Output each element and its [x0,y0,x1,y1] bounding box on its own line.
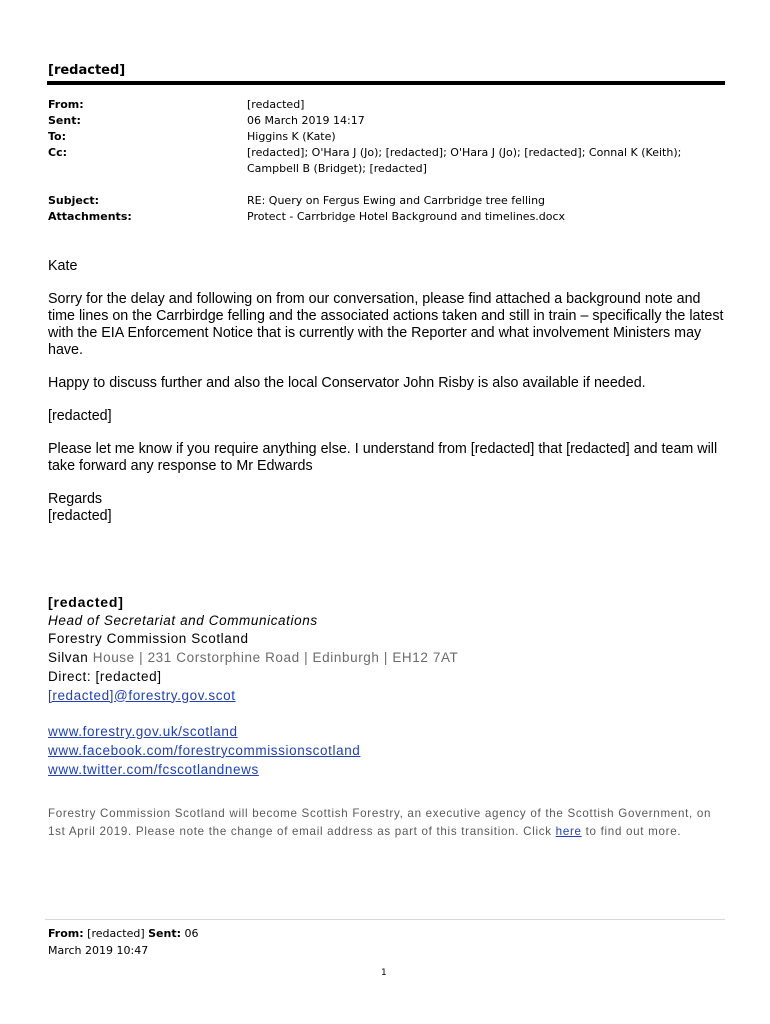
notice-text: Forestry Commission Scotland will become Scottish Forestry, an executive agency of the Scottish Government, on 1st April 2019. Please note the change of email address as part of this transition. Click [48,807,712,838]
transition-notice [48,805,728,840]
email-body [48,258,728,525]
meta-spacer [48,177,728,193]
twitter-link[interactable]: www.twitter.com/fcscotlandnews [48,761,259,777]
forestry-website-link[interactable]: www.forestry.gov.uk/scotland [48,724,238,740]
cc-value [247,145,728,177]
footer-sent-label: Sent: [148,927,181,940]
closing-name: [redacted] [48,508,112,524]
notice-here-link[interactable]: here [555,824,582,838]
signature-address-rest: House | 231 Corstorphine Road | Edinburgh | EH12 7AT [92,650,459,666]
page-number: 1 [381,968,387,978]
body-paragraph-2: Happy to discuss further and also the local Conservator John Risby is also available if needed. [48,375,646,391]
body-paragraph-3: [redacted] [48,408,112,424]
from-row [48,97,728,113]
to-row [48,129,728,145]
body-paragraph-4: Please let me know if you require anything else. I understand from [redacted] that [redacted] and team will take forward any response to Mr Edwards [48,441,718,474]
sent-value: 06 March 2019 14:17 [247,114,365,127]
sent-row [48,113,728,129]
signature-address [48,649,738,668]
footer-from-value: [redacted] [83,927,149,940]
signature-address-start: Silvan [48,650,93,666]
facebook-link[interactable]: www.facebook.com/forestrycommissionscotland [48,742,361,758]
footer-from-label: From: [48,927,84,940]
footer-rule [45,919,725,920]
to-label: To: [48,130,66,143]
sent-label: Sent: [48,114,81,127]
cc-value-line1: [redacted]; O'Hara J (Jo); [redacted]; O'Hara J (Jo); [redacted]; Connal K (Keith); [247,146,682,159]
signature-gap [48,705,738,723]
subject-value: RE: Query on Fergus Ewing and Carrbridge tree felling [247,194,546,207]
footer-date: March 2019 10:47 [48,944,149,957]
subject-row [48,193,728,209]
body-paragraph-1: Sorry for the delay and following on from our conversation, please find attached a background note and time lines on the Carrbirdge felling and the associated actions taken and still in train – specifically the latest with the EIA Enforcement Notice that is currently with the Reporter and what involvement Ministers may have. [48,291,724,358]
greeting: Kate [48,258,78,274]
previous-message-header [48,925,248,959]
closing: Regards [48,491,103,507]
attachments-value: Protect - Carrbridge Hotel Background and timelines.docx [247,210,566,223]
signature-email-link[interactable]: [redacted]@forestry.gov.scot [48,687,236,703]
subject-label: Subject: [48,194,100,207]
cc-value-line2: Campbell B (Bridget); [redacted] [247,162,427,175]
email-metadata [48,97,728,225]
signature-name: [redacted] [48,594,124,610]
header-rule [47,81,725,85]
attachments-label: Attachments: [48,210,132,223]
from-value: [redacted] [247,98,305,111]
cc-row [48,145,728,177]
from-label: From: [48,98,84,111]
footer-sent-value: 06 [181,927,199,940]
notice-tail: to find out more. [581,824,682,838]
signature-direct: Direct: [redacted] [48,668,162,684]
attachments-row [48,209,728,225]
header-name: [redacted] [48,63,126,78]
signature-block [48,593,738,779]
cc-label: Cc: [48,146,67,159]
to-value: Higgins K (Kate) [247,130,336,143]
signature-title: Head of Secretariat and Communications [48,612,318,628]
signature-org: Forestry Commission Scotland [48,631,249,647]
